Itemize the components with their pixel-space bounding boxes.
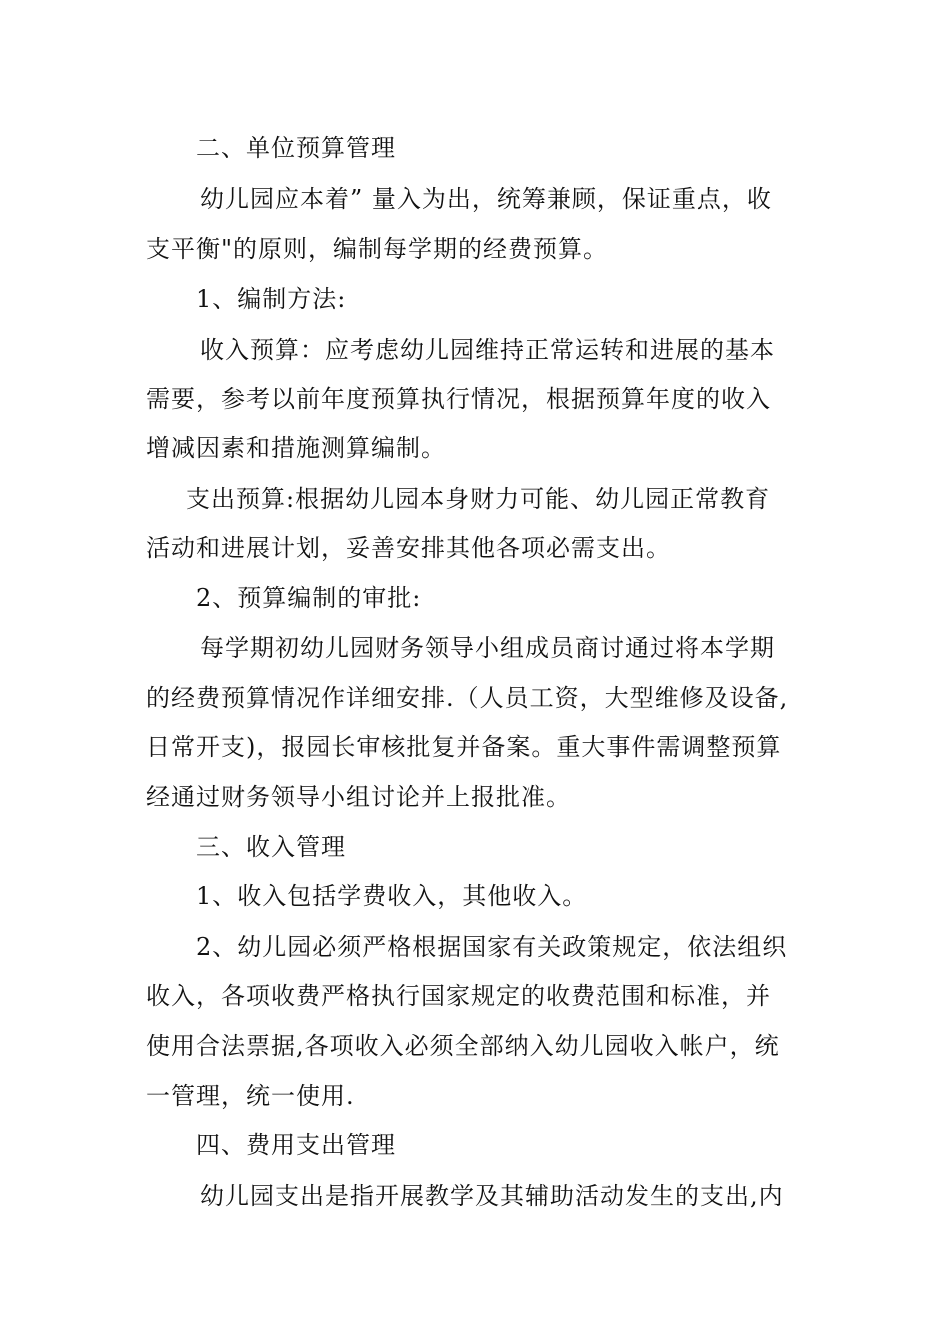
heading-income-management: 三、收入管理 xyxy=(196,833,346,861)
heading-expense-management: 四、费用支出管理 xyxy=(196,1131,396,1159)
paragraph-line: 活动和进展计划，妥善安排其他各项必需支出。 xyxy=(146,534,671,562)
paragraph-line: 一管理，统一使用. xyxy=(146,1082,355,1110)
paragraph-line: 使用合法票据,各项收入必须全部纳入幼儿园收入帐户，统 xyxy=(146,1032,780,1060)
paragraph-line: 收入预算：应考虑幼儿园维持正常运转和进展的基本 xyxy=(200,336,775,364)
paragraph-line: 经通过财务领导小组讨论并上报批准。 xyxy=(146,783,571,811)
paragraph-line: 支出预算:根据幼儿园本身财力可能、幼儿园正常教育 xyxy=(186,485,771,513)
subheading-approval: 2、预算编制的审批: xyxy=(196,584,422,612)
paragraph-line: 支平衡"的原则，编制每学期的经费预算。 xyxy=(146,235,609,263)
paragraph-line: 幼儿园支出是指开展教学及其辅助活动发生的支出,内 xyxy=(200,1182,784,1210)
paragraph-line: 每学期初幼儿园财务领导小组成员商讨通过将本学期 xyxy=(200,634,775,662)
paragraph-line: 收入，各项收费严格执行国家规定的收费范围和标准，并 xyxy=(146,982,771,1010)
paragraph-line: 幼儿园应本着” 量入为出，统筹兼顾，保证重点，收 xyxy=(200,185,772,213)
subheading-method: 1、编制方法: xyxy=(196,285,347,313)
paragraph-line: 的经费预算情况作详细安排.（人员工资，大型维修及设备, xyxy=(146,684,789,712)
paragraph-line: 需要，参考以前年度预算执行情况，根据预算年度的收入 xyxy=(146,385,771,413)
paragraph-line: 2、幼儿园必须严格根据国家有关政策规定，依法组织 xyxy=(196,933,788,961)
paragraph-line: 1、收入包括学费收入，其他收入。 xyxy=(196,882,588,910)
paragraph-line: 日常开支)，报园长审核批复并备案。重大事件需调整预算 xyxy=(146,733,782,761)
heading-unit-budget: 二、单位预算管理 xyxy=(196,134,396,162)
paragraph-line: 增减因素和措施测算编制。 xyxy=(146,434,446,462)
